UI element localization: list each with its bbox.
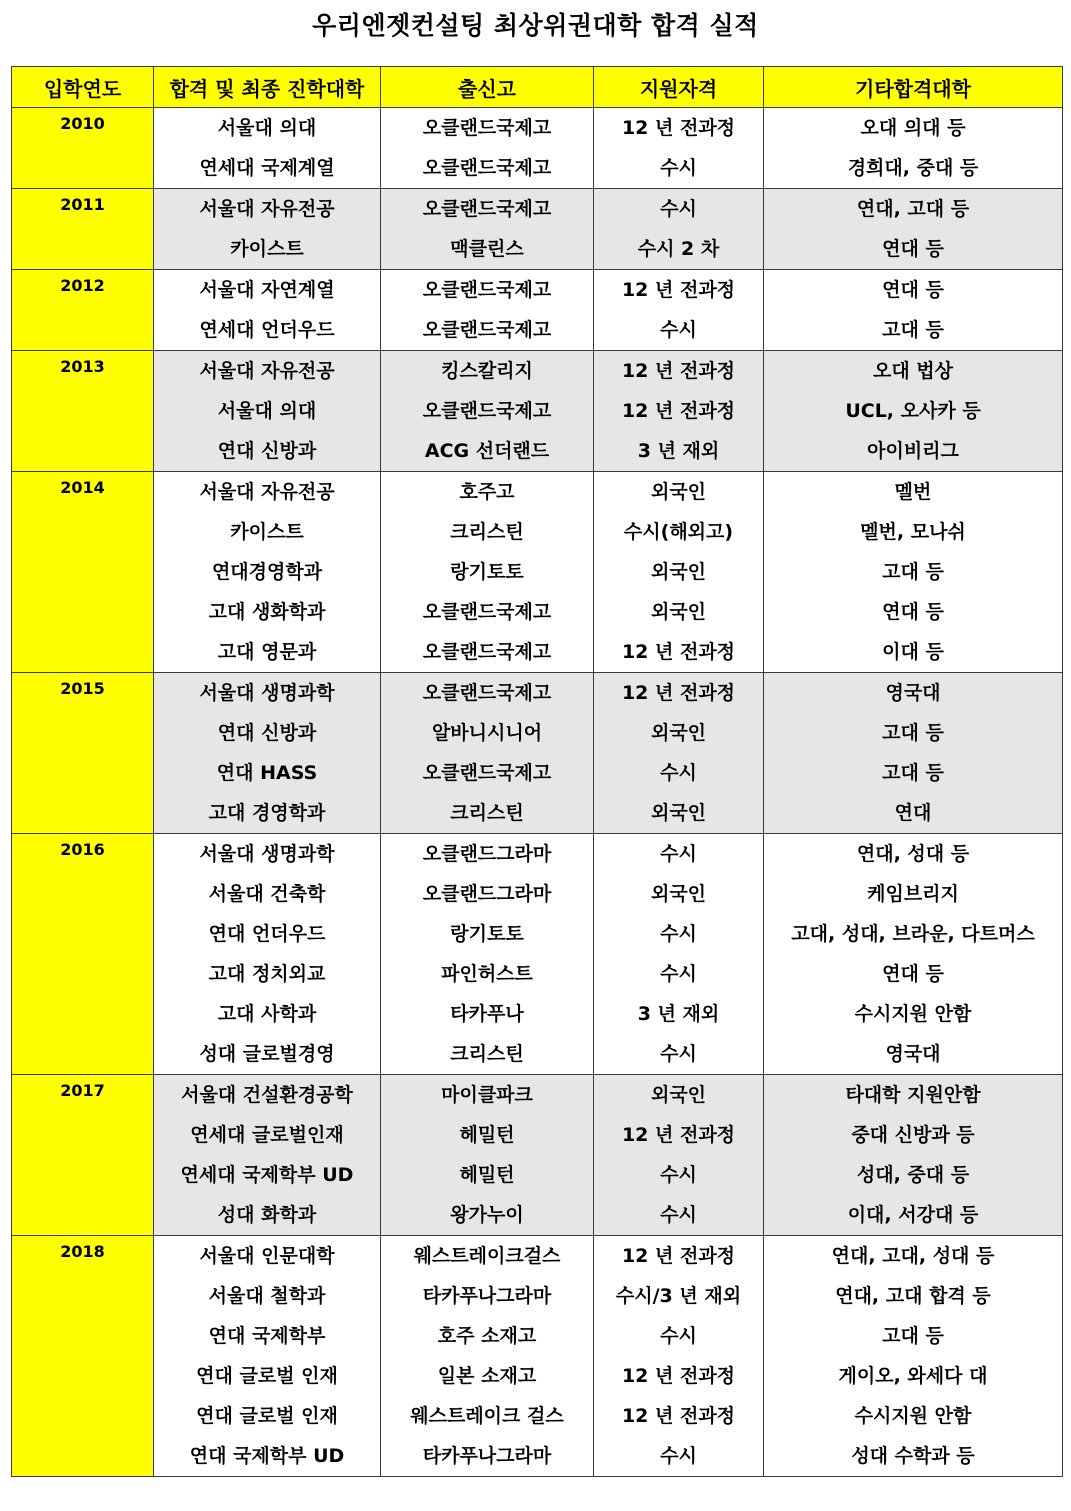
year-group-row xyxy=(12,472,1063,673)
table-row-text: 12 년 전과정 xyxy=(621,682,736,704)
year-cell: 2018 xyxy=(12,1236,154,1477)
table-row-text: 크리스틴 xyxy=(450,521,524,543)
table-row-text: 12 년 전과정 xyxy=(621,1405,736,1427)
table-row-text: 아이비리그 xyxy=(867,440,959,462)
header-row xyxy=(12,67,1063,108)
table-row-text: 오대 법상 xyxy=(872,360,954,382)
year-group-row xyxy=(12,108,1063,189)
table-row-text: 왕가누이 xyxy=(450,1204,524,1226)
table-row-text: 3 년 재외 xyxy=(637,440,720,462)
university-cell xyxy=(154,472,381,673)
school-cell xyxy=(381,472,594,673)
table-row-text: 연대 글로벌 인재 xyxy=(196,1365,338,1387)
table-row-text: 수시 xyxy=(660,762,697,784)
table-row-text: 성대, 중대 등 xyxy=(856,1164,970,1186)
qualification-cell xyxy=(594,270,764,351)
year-cell: 2010 xyxy=(12,108,154,189)
table-row-text: 수시 xyxy=(660,1043,697,1065)
table-row-text: 고대, 성대, 브라운, 다트머스 xyxy=(791,923,1035,945)
table-row-text: 연대, 성대 등 xyxy=(856,843,970,865)
table-row-text: 수시 xyxy=(660,843,697,865)
table-row-text: 성대 글로벌경영 xyxy=(199,1043,335,1065)
table-row-text: 고대 등 xyxy=(882,762,944,784)
table-row-text: 오클랜드국제고 xyxy=(422,762,552,784)
qualification-cell xyxy=(594,1236,764,1477)
table-row-text: 연대경영학과 xyxy=(211,561,323,583)
table-row-text: 오클랜드국제고 xyxy=(422,117,552,139)
year-group-row xyxy=(12,270,1063,351)
qualification-cell xyxy=(594,1075,764,1236)
table-row-text: 수시 xyxy=(660,1164,697,1186)
school-cell xyxy=(381,1236,594,1477)
table-row-text: 랑기토토 xyxy=(450,923,524,945)
university-cell xyxy=(154,1236,381,1477)
table-row-text: 고대 생화학과 xyxy=(208,601,326,623)
other-universities-cell xyxy=(764,108,1063,189)
table-row-text: 맥클린스 xyxy=(450,238,524,260)
university-cell xyxy=(154,108,381,189)
header-other-universities: 기타합격대학 xyxy=(764,67,1063,108)
table-row-text: 멜번, 모나쉬 xyxy=(860,521,966,543)
table-row-text: 오클랜드국제고 xyxy=(422,641,552,663)
table-row-text: 호주고 xyxy=(459,481,515,503)
table-row-text: 오클랜드국제고 xyxy=(422,279,552,301)
table-row-text: 게이오, 와세다 대 xyxy=(838,1365,988,1387)
table-row-text: 서울대 의대 xyxy=(217,400,317,422)
qualification-cell xyxy=(594,189,764,270)
table-row-text: 외국인 xyxy=(650,601,707,623)
table-row-text: 타카푸나 xyxy=(450,1003,524,1025)
school-cell xyxy=(381,834,594,1075)
table-row-text: 서울대 건축학 xyxy=(208,883,326,905)
table-row-text: 연대, 고대, 성대 등 xyxy=(831,1245,995,1267)
table-row-text: 연대 국제학부 UD xyxy=(189,1445,345,1467)
qualification-cell xyxy=(594,673,764,834)
table-row-text: 고대 사학과 xyxy=(217,1003,317,1025)
table-row-text: 오클랜드국제고 xyxy=(422,198,552,220)
table-row-text: 서울대 자유전공 xyxy=(199,360,335,382)
header-year: 입학연도 xyxy=(12,67,154,108)
year-cell: 2013 xyxy=(12,351,154,472)
header-qualification: 지원자격 xyxy=(594,67,764,108)
table-row-text: 오대 의대 등 xyxy=(860,117,966,139)
school-cell xyxy=(381,189,594,270)
table-row-text: 호주 소재고 xyxy=(437,1325,537,1347)
table-row-text: 오클랜드국제고 xyxy=(422,319,552,341)
table-row-text: 12 년 전과정 xyxy=(621,117,736,139)
table-row-text: 파인허스트 xyxy=(441,963,533,985)
qualification-cell xyxy=(594,834,764,1075)
table-row-text: 연세대 국제계열 xyxy=(199,157,335,179)
table-row-text: 연대 HASS xyxy=(216,762,318,784)
school-cell xyxy=(381,270,594,351)
school-cell xyxy=(381,351,594,472)
table-row-text: 오클랜드국제고 xyxy=(422,682,552,704)
table-row-text: 수시 xyxy=(660,319,697,341)
table-body xyxy=(12,108,1063,1477)
table-row-text: 수시 xyxy=(660,157,697,179)
table-row-text: 크리스틴 xyxy=(450,802,524,824)
table-row-text: 고대 등 xyxy=(882,722,944,744)
table-row-text: 일본 소재고 xyxy=(437,1365,537,1387)
year-cell: 2016 xyxy=(12,834,154,1075)
table-row-text: 타카푸나그라마 xyxy=(422,1445,552,1467)
table-row-text: 오클랜드그라마 xyxy=(422,883,552,905)
other-universities-cell xyxy=(764,351,1063,472)
year-group-row xyxy=(12,834,1063,1075)
table-row-text: 서울대 자유전공 xyxy=(199,198,335,220)
other-universities-cell xyxy=(764,834,1063,1075)
table-row-text: ACG 선더랜드 xyxy=(424,440,550,462)
other-universities-cell xyxy=(764,189,1063,270)
table-row-text: 랑기토토 xyxy=(450,561,524,583)
table-row-text: 외국인 xyxy=(650,481,707,503)
table-row-text: 외국인 xyxy=(650,1084,707,1106)
table-row-text: 크리스틴 xyxy=(450,1043,524,1065)
table-row-text: 영국대 xyxy=(885,682,941,704)
table-row-text: 오클랜드국제고 xyxy=(422,400,552,422)
table-row-text: 수시 xyxy=(660,1204,697,1226)
table-row-text: 오클랜드국제고 xyxy=(422,601,552,623)
table-row-text: UCL, 오사카 등 xyxy=(845,400,981,422)
table-row-text: 고대 등 xyxy=(882,561,944,583)
table-row-text: 고대 등 xyxy=(882,319,944,341)
table-row-text: 12 년 전과정 xyxy=(621,1365,736,1387)
qualification-cell xyxy=(594,351,764,472)
table-row-text: 수시 xyxy=(660,198,697,220)
header-school: 출신고 xyxy=(381,67,594,108)
table-row-text: 12 년 전과정 xyxy=(621,1124,736,1146)
table-row-text: 헤밀턴 xyxy=(459,1124,515,1146)
table-row-text: 서울대 철학과 xyxy=(208,1285,326,1307)
school-cell xyxy=(381,673,594,834)
table-row-text: 타카푸나그라마 xyxy=(422,1285,552,1307)
table-row-text: 카이스트 xyxy=(230,521,304,543)
table-row-text: 연대 xyxy=(894,802,932,824)
table-row-text: 서울대 인문대학 xyxy=(199,1245,335,1267)
table-row-text: 경희대, 중대 등 xyxy=(847,157,979,179)
other-universities-cell xyxy=(764,472,1063,673)
school-cell xyxy=(381,1075,594,1236)
table-row-text: 연대, 고대 등 xyxy=(856,198,970,220)
table-row-text: 서울대 건설환경공학 xyxy=(181,1084,353,1106)
table-row-text: 성대 화학과 xyxy=(217,1204,317,1226)
table-row-text: 수시지원 안함 xyxy=(854,1003,972,1025)
table-row-text: 12 년 전과정 xyxy=(621,360,736,382)
table-row-text: 타대학 지원안함 xyxy=(845,1084,981,1106)
table-row-text: 외국인 xyxy=(650,722,707,744)
table-row-text: 멜번 xyxy=(894,481,932,503)
university-cell xyxy=(154,270,381,351)
university-cell xyxy=(154,351,381,472)
table-row-text: 연대 등 xyxy=(882,238,944,260)
university-cell xyxy=(154,673,381,834)
table-row-text: 12 년 전과정 xyxy=(621,1245,736,1267)
table-row-text: 영국대 xyxy=(885,1043,941,1065)
table-row-text: 고대 영문과 xyxy=(217,641,317,663)
table-row-text: 고대 등 xyxy=(882,1325,944,1347)
table-row-text: 수시 xyxy=(660,1325,697,1347)
table-row-text: 연대, 고대 합격 등 xyxy=(835,1285,991,1307)
table-row-text: 마이클파크 xyxy=(441,1084,533,1106)
table-row-text: 연대 글로벌 인재 xyxy=(196,1405,338,1427)
qualification-cell xyxy=(594,108,764,189)
table-row-text: 연세대 언더우드 xyxy=(199,319,335,341)
table-row-text: 연세대 국제학부 UD xyxy=(180,1164,354,1186)
table-row-text: 이대, 서강대 등 xyxy=(847,1204,979,1226)
other-universities-cell xyxy=(764,1075,1063,1236)
table-row-text: 외국인 xyxy=(650,883,707,905)
year-group-row xyxy=(12,1236,1063,1477)
table-row-text: 수시(해외고) xyxy=(623,521,734,543)
year-group-row xyxy=(12,189,1063,270)
table-row-text: 연대 국제학부 xyxy=(208,1325,326,1347)
table-row-text: 서울대 의대 xyxy=(217,117,317,139)
table-row-text: 수시 xyxy=(660,963,697,985)
year-cell: 2012 xyxy=(12,270,154,351)
table-row-text: 연대 신방과 xyxy=(217,440,317,462)
table-row-text: 연대 등 xyxy=(882,601,944,623)
year-cell: 2011 xyxy=(12,189,154,270)
table-row-text: 12 년 전과정 xyxy=(621,279,736,301)
table-row-text: 이대 등 xyxy=(882,641,944,663)
year-cell: 2015 xyxy=(12,673,154,834)
year-cell: 2017 xyxy=(12,1075,154,1236)
table-row-text: 케임브리지 xyxy=(867,883,959,905)
table-row-text: 킹스칼리지 xyxy=(441,360,533,382)
other-universities-cell xyxy=(764,673,1063,834)
university-cell xyxy=(154,189,381,270)
table-row-text: 웨스트레이크 걸스 xyxy=(410,1405,564,1427)
table-row-text: 중대 신방과 등 xyxy=(851,1124,975,1146)
table-row-text: 알바니시니어 xyxy=(431,722,543,744)
table-row-text: 오클랜드그라마 xyxy=(422,843,552,865)
year-group-row xyxy=(12,673,1063,834)
other-universities-cell xyxy=(764,270,1063,351)
table-row-text: 서울대 생명과학 xyxy=(199,843,335,865)
school-cell xyxy=(381,108,594,189)
table-row-text: 외국인 xyxy=(650,802,707,824)
table-row-text: 12 년 전과정 xyxy=(621,400,736,422)
table-row-text: 외국인 xyxy=(650,561,707,583)
table-row-text: 연세대 글로벌인재 xyxy=(190,1124,344,1146)
table-row-text: 수시 xyxy=(660,923,697,945)
qualification-cell xyxy=(594,472,764,673)
table-row-text: 수시 xyxy=(660,1445,697,1467)
page-title: 우리엔젯컨설팅 최상위권대학 합격 실적 xyxy=(312,11,759,40)
table-row-text: 수시/3 년 재외 xyxy=(615,1285,742,1307)
table-row-text: 연대 신방과 xyxy=(217,722,317,744)
table-row-text: 서울대 생명과학 xyxy=(199,682,335,704)
university-cell xyxy=(154,834,381,1075)
admissions-table xyxy=(11,66,1063,1477)
table-row-text: 3 년 재외 xyxy=(637,1003,720,1025)
year-group-row xyxy=(12,1075,1063,1236)
table-row-text: 고대 경영학과 xyxy=(208,802,326,824)
table-row-text: 수시지원 안함 xyxy=(854,1405,972,1427)
table-row-text: 성대 수학과 등 xyxy=(851,1445,975,1467)
table-row-text: 헤밀턴 xyxy=(459,1164,515,1186)
table-row-text: 수시 2 차 xyxy=(637,238,720,260)
table-row-text: 서울대 자유전공 xyxy=(199,481,335,503)
table-row-text: 고대 정치외교 xyxy=(208,963,326,985)
university-cell xyxy=(154,1075,381,1236)
year-group-row xyxy=(12,351,1063,472)
header-university: 합격 및 최종 진학대학 xyxy=(154,67,381,108)
table-row-text: 카이스트 xyxy=(230,238,304,260)
table-row-text: 12 년 전과정 xyxy=(621,641,736,663)
table-row-text: 연대 등 xyxy=(882,279,944,301)
year-cell: 2014 xyxy=(12,472,154,673)
table-row-text: 연대 언더우드 xyxy=(208,923,326,945)
table-row-text: 오클랜드국제고 xyxy=(422,157,552,179)
table-row-text: 서울대 자연계열 xyxy=(199,279,335,301)
table-row-text: 연대 등 xyxy=(882,963,944,985)
other-universities-cell xyxy=(764,1236,1063,1477)
table-row-text: 웨스트레이크걸스 xyxy=(413,1245,561,1267)
